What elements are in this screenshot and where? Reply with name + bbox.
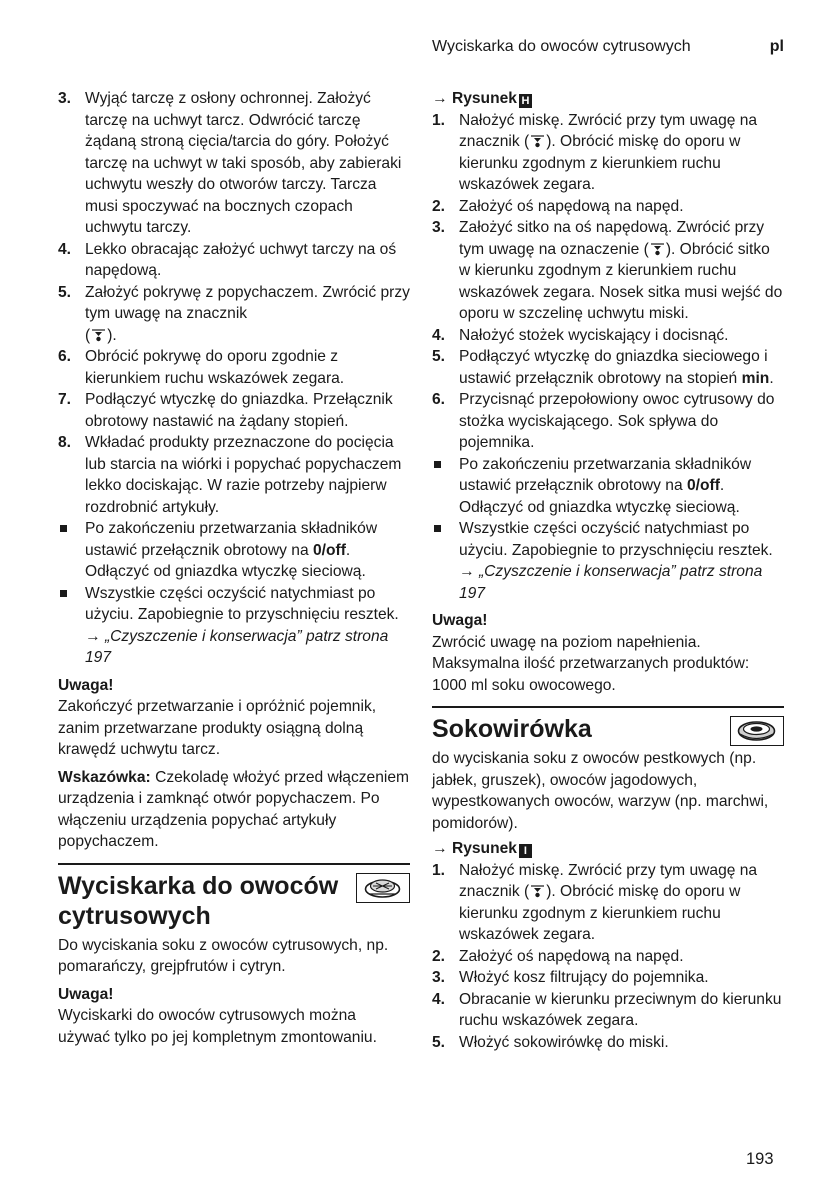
step-item: 1. Nałożyć miskę. Zwrócić przy tym uwagę na znacznik ( ). Obrócić miskę do oporu w kierunku zgodnym z kierunkiem ruchu wskazówek zegara. <box>432 861 758 943</box>
alignment-mark-icon <box>91 328 106 342</box>
figure-reference: → Rysunek I <box>432 838 784 860</box>
note-heading: Uwaga! <box>432 612 488 629</box>
note-text: Zwrócić uwagę na poziom napełnienia. Maksymalna ilość przetwarzanych produktów: 1000 ml soku owocowego. <box>432 633 750 694</box>
figure-letter-badge: H <box>519 94 532 108</box>
cross-reference-link[interactable]: „Czyszczenie i konserwacja” patrz strona 197 <box>85 627 389 666</box>
step-item: 4. Obracanie w kierunku przeciwnym do kierunku ruchu wskazówek zegara. <box>432 990 782 1029</box>
step-item: 2. Założyć oś napędową na napęd. <box>432 947 684 965</box>
step-item: 5. Podłączyć wtyczkę do gniazdka sieciowego i ustawić przełącznik obrotowy na stopień min. <box>432 348 774 387</box>
header-title: Wyciskarka do owoców cytrusowych <box>432 38 691 55</box>
section-intro: do wyciskania soku z owoców pestkowych (np. jabłek, gruszek), owoców jagodowych, wypestkowanych owoców, warzyw (np. marchwi, pomidorów). <box>432 750 769 832</box>
bullet-square-icon <box>60 525 67 532</box>
step-item: 8. Wkładać produkty przeznaczone do pocięcia lub starcia na wiórki i popychać popychaczem lekko dociskając. W razie potrzeby najpierw rozdrobnić artykuły. <box>58 434 402 516</box>
step-item: 5. Założyć pokrywę z popychaczem. Zwrócić przy tym uwagę na znacznik ( ). <box>58 283 410 344</box>
section-divider <box>58 863 410 865</box>
figure-reference: → Rysunek H <box>432 88 784 110</box>
arrow-right-icon: → <box>459 563 475 580</box>
right-column <box>432 88 784 1053</box>
section-divider <box>432 706 784 708</box>
bullet-square-icon <box>60 590 67 597</box>
language-code: pl <box>769 38 784 55</box>
bullet-square-icon <box>434 525 441 532</box>
note-text: Wyciskarki do owoców cytrusowych można używać tylko po jej kompletnym zmontowaniu. <box>58 1007 377 1046</box>
page-header <box>432 38 784 56</box>
note-heading: Uwaga! <box>58 676 114 694</box>
page-number: 193 <box>746 1150 774 1168</box>
bullet-item: Wszystkie części oczyścić natychmiast po użyciu. Zapobiegnie to przyschnięciu resztek. → „Czyszczenie i konserwacja” patrz strona 197 <box>432 518 784 604</box>
section-intro: Do wyciskania soku z owoców cytrusowych, np. pomarańczy, grejpfrutów i cytryn. <box>58 936 389 975</box>
alignment-mark-icon <box>530 134 545 148</box>
section-title: Wyciskarka do owoców cytrusowych <box>58 871 410 931</box>
note-text: Zakończyć przetwarzanie i opróżnić pojemnik, zanim przetwarzane produkty osiągną dolną krawędź uchwytu tarcz. <box>58 698 377 758</box>
step-item: 7. Podłączyć wtyczkę do gniazdka. Przełącznik obrotowy nastawić na żądany stopień. <box>58 391 393 430</box>
figure-letter-badge: I <box>519 844 532 858</box>
step-item: 3. Wyjąć tarczę z osłony ochronnej. Założyć tarczę na uchwyt tarcz. Odwrócić tarczę żądaną stroną cięcia/tarcia do góry. Położyć tarczę na uchwyt w taki sposób, aby zabieraki uchwytu weszły do otworów tarczy. Tarcza musi spoczywać na bocznych czopach uchwytu tarczy. <box>58 90 402 236</box>
arrow-right-icon: → <box>432 840 448 857</box>
bullet-item: Wszystkie części oczyścić natychmiast po użyciu. Zapobiegnie to przyschnięciu resztek. → „Czyszczenie i konserwacja” patrz strona 197 <box>58 583 410 669</box>
step-item: 1. Nałożyć miskę. Zwrócić przy tym uwagę na znacznik ( ). Obrócić miskę do oporu w kierunku zgodnym z kierunkiem ruchu wskazówek zegara. <box>432 111 758 193</box>
step-item: 3. Założyć sitko na oś napędową. Zwrócić przy tym uwagę na oznaczenie ( ). Obrócić sitko w kierunku zgodnym z kierunkiem ruchu wskazówek zegara. Nosek sitka musi wejść do oporu w szczelinę uchwytu miski. <box>432 219 783 322</box>
bullet-square-icon <box>434 461 441 468</box>
step-item: 2. Założyć oś napędową na napęd. <box>432 197 684 215</box>
bullet-item: Po zakończeniu przetwarzania składników ustawić przełącznik obrotowy na 0/off. Odłączyć od gniazdka wtyczkę sieciową. <box>432 454 784 519</box>
step-item: 4. Lekko obracając założyć uchwyt tarczy na oś napędową. <box>58 240 397 279</box>
tip-paragraph: Wskazówka: Czekoladę włożyć przed włączeniem urządzenia i zamknąć otwór popychaczem. Po włączeniu urządzenia popychać artykuły popychaczem. <box>58 768 410 850</box>
step-item: 6. Przycisnąć przepołowiony owoc cytrusowy do stożka wyciskającego. Sok spływa do pojemnika. <box>432 391 775 451</box>
step-item: 5. Włożyć sokowirówkę do miski. <box>432 1033 669 1051</box>
bullet-item: Po zakończeniu przetwarzania składników ustawić przełącznik obrotowy na 0/off. Odłączyć od gniazdka wtyczkę sieciową. <box>58 518 410 583</box>
arrow-right-icon: → <box>85 627 101 645</box>
juicer-icon <box>730 716 784 746</box>
note-heading: Uwaga! <box>58 985 114 1003</box>
cross-reference-link[interactable]: „Czyszczenie i konserwacja” patrz strona 197 <box>459 563 763 602</box>
tip-label: Wskazówka: <box>58 768 151 786</box>
step-item: 4. Nałożyć stożek wyciskający i docisnąć. <box>432 326 729 344</box>
alignment-mark-icon <box>650 242 665 256</box>
left-column <box>58 88 410 1048</box>
citrus-press-icon <box>356 873 410 903</box>
section-title: Sokowirówka <box>432 714 784 744</box>
alignment-mark-icon <box>530 884 545 898</box>
step-item: 6. Obrócić pokrywę do oporu zgodnie z kierunkiem ruchu wskazówek zegara. <box>58 348 345 387</box>
step-item: 3. Włożyć kosz filtrujący do pojemnika. <box>432 969 709 986</box>
arrow-right-icon: → <box>432 90 448 107</box>
